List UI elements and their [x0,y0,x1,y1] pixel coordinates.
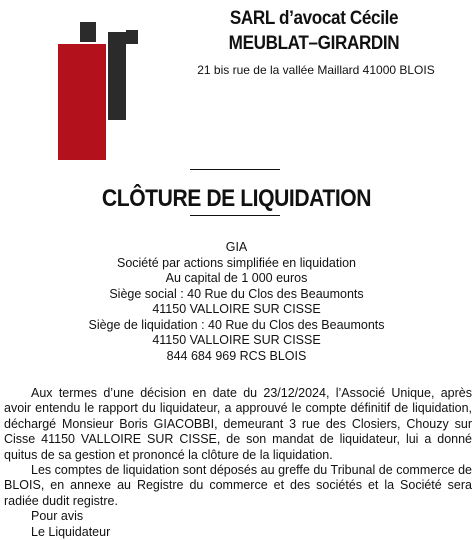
law-firm-logo [58,22,140,160]
signature-line: Le Liquidateur [31,524,111,539]
logo-dark-column-left [80,22,96,42]
company-siege-social-street: Siège social : 40 Rue du Clos des Beaumonts [109,286,364,301]
title-rule-top [190,169,280,170]
company-form: Société par actions simplifiée en liquidation [116,255,357,270]
company-siege-liquidation-city: 41150 VALLOIRE SUR CISSE [152,333,321,347]
company-siege-liquidation-street: Siège de liquidation : 40 Rue du Clos des Beaumonts [88,317,385,332]
logo-red-block [58,44,106,160]
firm-address: 21 bis rue de la vallée Maillard 41000 BLOIS [197,63,435,77]
company-details [0,240,473,364]
accounts-paragraph: Les comptes de liquidation sont déposés au greffe du Tribunal de commerce de BLOIS, en annexe au Registre du commerce et des sociétés et la Société sera radiée dudit registre. [4,463,472,508]
logo-dark-column-right [108,32,126,120]
firm-name [199,6,429,56]
notice-body [4,386,472,540]
notice-title: CLÔTURE DE LIQUIDATION [101,185,372,212]
company-name: GIA [225,240,248,254]
company-capital: Au capital de 1 000 euros [165,271,308,285]
company-siege-social-city: 41150 VALLOIRE SUR CISSE [152,302,321,316]
closing-line: Pour avis [31,509,84,524]
firm-name-line1: SARL d’avocat Cécile [229,8,399,29]
decision-paragraph: Aux termes d’une décision en date du 23/12/2024, l’Associé Unique, après avoir entendu le rapport du liquidateur, a approuvé le compte définitif de liquidation, déchargé Monsieur Boris GIACOBBI, demeurant 3 rue des Closiers, Chouzy sur Cisse 41150 VALLOIRE SUR CISSE, de son mandat de liquidateur, lui a donné quitus de sa gestion et prononcé la clôture de la liquidation. [4,386,472,462]
firm-name-line2: MEUBLAT–GIRARDIN [228,33,400,54]
company-rcs: 844 684 969 RCS BLOIS [166,348,307,363]
logo-dark-top-right [126,30,138,44]
title-rule-bottom [190,215,280,216]
